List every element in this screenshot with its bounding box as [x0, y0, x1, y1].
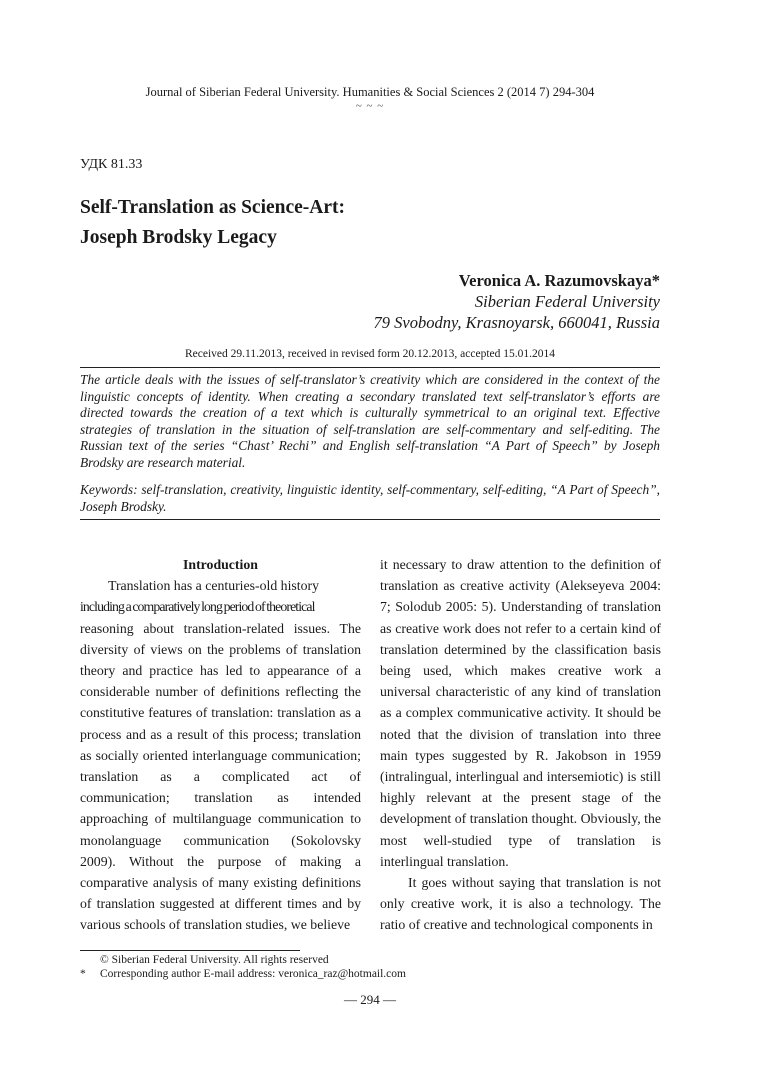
author-affiliation: Siberian Federal University	[474, 292, 660, 311]
footnote-rule	[80, 950, 300, 951]
copyright-text: © Siberian Federal University. All rights reserved	[100, 954, 329, 966]
journal-header: Journal of Siberian Federal University. Humanities & Social Sciences 2 (2014 7) 294-304	[145, 85, 595, 99]
footnote-corresponding	[80, 967, 660, 981]
paragraph: it necessary to draw attention to the definition of translation as creative activity (Alekseyeva 2004: 7; Solodub 2005: 5). Understanding of translation as creative work does not refer to a certain kind of translation determined by the classification basis being used, which makes creative work a universal characteristic of any kind of translation as a complex communicative activity. It should be noted that the division of translation into three main types suggested by R. Jakobson in 1959 (intralingual, interlingual and intersemiotic) is still highly relevant at the present stage of the development of translation thought. Obviously, the most well-studied type of translation is interlingual translation.	[380, 557, 661, 869]
author-block	[374, 270, 660, 333]
title-line-1: Self-Translation as Science-Art:	[80, 197, 346, 218]
paragraph: It goes without saying that translation is not only creative work, it is also a technology. The ratio of creative and technological components in	[380, 875, 661, 933]
author-name: Veronica A. Razumovskaya*	[458, 271, 660, 290]
body-column-left	[80, 554, 361, 936]
page-number: — 294 —	[344, 992, 396, 1007]
paragraph-line: Translation has a centuries-old history	[108, 578, 320, 594]
footnote-copyright	[80, 953, 660, 967]
author-address: 79 Svobodny, Krasnoyarsk, 660041, Russia	[373, 313, 660, 332]
corresponding-text: Corresponding author E-mail address: veronica_raz@hotmail.com	[100, 968, 406, 980]
paragraph: reasoning about translation-related issues. The diversity of views on the problems of translation theory and practice has led to appearance of a considerable number of definitions reflecting the constitutive features of translation: translation as a process and as a result of this process; translation as socially oriented interlanguage communication; translation as a complicated act of communication; translation as intended approaching of multilanguage communication to monolanguage communication (Sokolovsky 2009). Without the purpose of making a comparative analysis of many existing definitions of translation suggested at different times and by various schools of translation studies, we believe	[80, 620, 361, 933]
received-dates: Received 29.11.2013, received in revised form 20.12.2013, accepted 15.01.2014	[184, 348, 556, 360]
section-heading-introduction: Introduction	[183, 557, 258, 572]
abstract-bottom-rule	[80, 519, 660, 520]
udc-code: УДК 81.33	[80, 157, 143, 172]
body-column-right	[380, 554, 661, 936]
abstract: The article deals with the issues of self-translator’s creativity which are considered in the context of the linguistic concepts of identity. When creating a secondary translated text self-translator’s efforts are directed towards the creation of a text which is culturally symmetrical to an original text. Effective strategies of translation in the situation of self-translation are self-commentary and self-editing. The Russian text of the series “Chast’ Rechi” and English self-translation “A Part of Speech” by Joseph Brodsky are research material.	[80, 372, 660, 470]
paragraph-line: including a comparatively long period of theoretical	[80, 599, 315, 615]
abstract-top-rule	[80, 367, 660, 368]
article-title	[80, 193, 580, 253]
title-line-2: Joseph Brodsky Legacy	[80, 227, 277, 248]
footnote-mark: *	[80, 968, 86, 980]
keywords: Keywords: self-translation, creativity, linguistic identity, self-commentary, self-editing, “A Part of Speech”, Joseph Brodsky.	[80, 482, 660, 514]
header-ornament: ~ ~ ~	[355, 100, 385, 112]
